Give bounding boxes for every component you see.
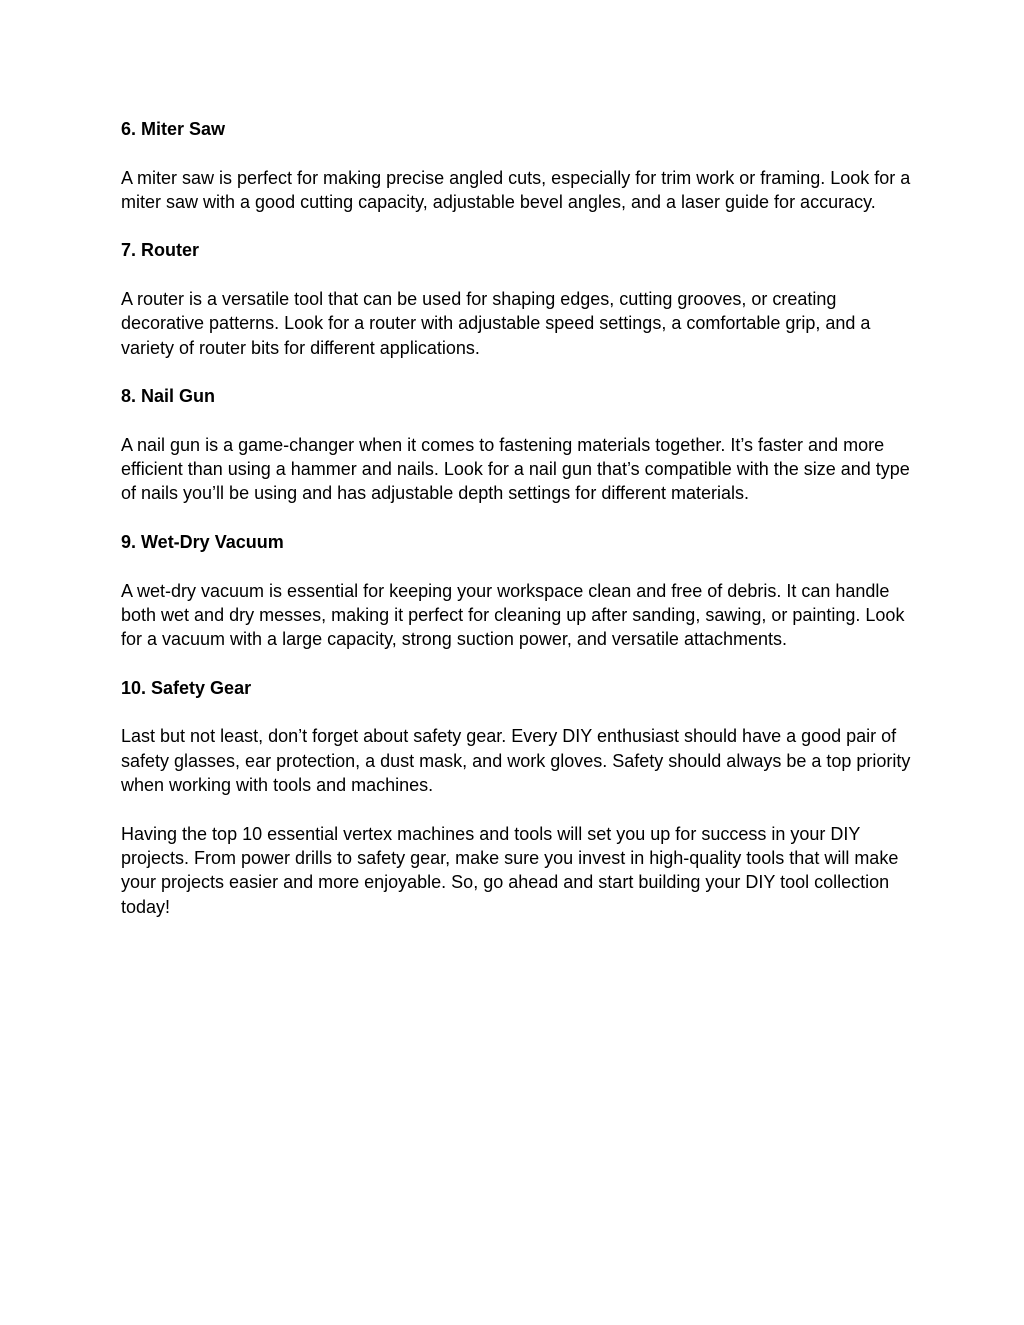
section-text-wet-dry-vacuum: A wet-dry vacuum is essential for keeping your workspace clean and free of debris. It can handle both wet and dry messes, making it perfect for cleaning up after sanding, sawing, or painting. Look for a vacuum with a large capacity, strong suction power, and versatile attachments. bbox=[121, 580, 905, 650]
section-heading-safety-gear: 10. Safety Gear bbox=[121, 677, 252, 698]
conclusion-paragraph: Having the top 10 essential vertex machines and tools will set you up for success in your DIY projects. From power drills to safety gear, make sure you invest in high-quality tools that will make your projects easier and more enjoyable. So, go ahead and start building your DIY tool collection today! bbox=[121, 823, 899, 917]
section-heading-miter-saw: 6. Miter Saw bbox=[121, 119, 226, 139]
section-heading-router: 7. Router bbox=[121, 240, 200, 261]
section-heading-wet-dry-vacuum: 9. Wet-Dry Vacuum bbox=[121, 532, 284, 553]
section-text-router: A router is a versatile tool that can be used for shaping edges, cutting grooves, or creating decorative patterns. Look for a router with adjustable speed settings, a comfortable grip, and a variety of router bits for different applications. bbox=[121, 289, 871, 358]
section-text-nail-gun: A nail gun is a game-changer when it comes to fastening materials together. It’s faster and more efficient than using a hammer and nails. Look for a nail gun that’s compatible with the size and type of nails you’ll be using and has adjustable depth settings for different materials. bbox=[121, 434, 910, 504]
section-text-miter-saw: A miter saw is perfect for making precise angled cuts, especially for trim work or framing. Look for a miter saw with a good cutting capacity, adjustable bevel angles, and a laser guide for accuracy. bbox=[121, 167, 911, 212]
section-heading-nail-gun: 8. Nail Gun bbox=[121, 386, 216, 407]
document-page bbox=[121, 117, 911, 943]
section-text-safety-gear: Last but not least, don’t forget about safety gear. Every DIY enthusiast should have a good pair of safety glasses, ear protection, a dust mask, and work gloves. Safety should always be a top priority when working with tools and machines. bbox=[121, 726, 911, 796]
